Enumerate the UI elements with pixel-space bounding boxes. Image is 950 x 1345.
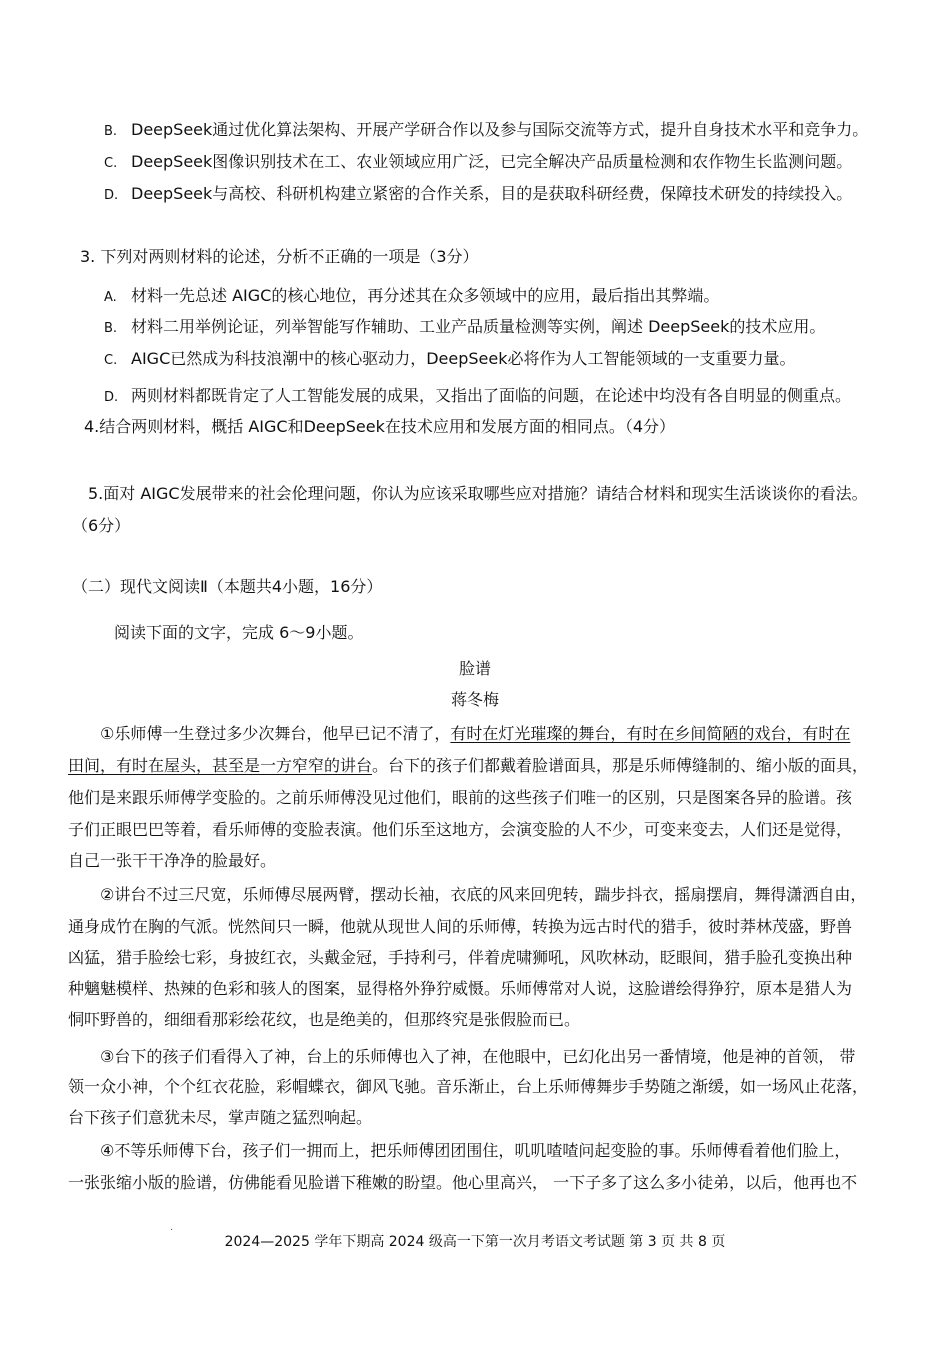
p1-line-5: 自己一张干干净净的脸最好。 xyxy=(68,851,277,870)
q3-option-a xyxy=(104,286,719,308)
option-letter: A. xyxy=(104,290,117,305)
p2-line-1: ②讲台不过三尺宽，乐师傅尽展两臂，摆动长袖，衣底的风来回兜转，踹步抖衣，摇扇摆肩，舞得潇洒自由， xyxy=(100,885,867,904)
section-heading: （二）现代文阅读Ⅱ（本题共4小题，16分） xyxy=(72,577,383,596)
option-letter: C. xyxy=(104,156,118,171)
p1-underlined-text: 有时在灯光璀璨的舞台，有时在乡间简陋的戏台，有时在 xyxy=(450,724,851,743)
p1-text: ①乐师傅一生登过多少次舞台，他早已记不清了， xyxy=(100,724,451,743)
option-letter: B. xyxy=(104,124,118,139)
q2-option-c xyxy=(104,152,852,174)
page-footer: 2024—2025 学年下期高 2024 级高一下第一次月考语文考试题 第 3 页 共 8 页 xyxy=(224,1234,726,1250)
q3-option-d xyxy=(104,386,851,408)
option-text: 材料二用举例论证，列举智能写作辅助、工业产品质量检测等实例，阐述 DeepSeek的技术应用。 xyxy=(131,317,826,336)
q2-option-b xyxy=(104,120,868,142)
q3-option-b xyxy=(104,317,825,339)
option-text: DeepSeek与高校、科研机构建立紧密的合作关系，目的是获取科研经费，保障技术研发的持续投入。 xyxy=(131,184,853,203)
option-text: DeepSeek通过优化算法架构、开展产学研合作以及参与国际交流等方式，提升自身技术水平和竞争力。 xyxy=(131,120,869,139)
p2-line-2: 通身成竹在胸的气派。恍然间只一瞬，他就从现世人间的乐师傅，转换为远古时代的猎手，彼时莽林茂盛，野兽 xyxy=(68,917,853,936)
option-text: 材料一先总述 AIGC的核心地位，再分述其在众多领域中的应用，最后指出其弊端。 xyxy=(131,286,720,305)
option-text: DeepSeek图像识别技术在工、农业领域应用广泛，已完全解决产品质量检测和农作物生长监测问题。 xyxy=(131,152,853,171)
option-letter: D. xyxy=(104,188,119,203)
p4-line-1: ④不等乐师傅下台，孩子们一拥而上，把乐师傅团团围住，叽叽喳喳问起变脸的事。乐师傅看着他们脸上， xyxy=(100,1141,851,1160)
stray-dot: . xyxy=(170,1222,174,1233)
article-title: 脸谱 xyxy=(458,659,491,678)
q3-option-c xyxy=(104,349,796,371)
p1-text: 。台下的孩子们都戴着脸谱面具，那是乐师傅缝制的、缩小版的面具， xyxy=(372,756,869,775)
p3-line-1: ③台下的孩子们看得入了神，台上的乐师傅也入了神，在他眼中，已幻化出另一番情境，他是神的首领， 带 xyxy=(100,1047,856,1066)
option-letter: B. xyxy=(104,321,118,336)
p3-line-2: 领一众小神，个个红衣花脸，彩帽蝶衣，御风飞驰。音乐渐止，台上乐师傅舞步手势随之渐缓，如一场风止花落， xyxy=(68,1077,869,1096)
option-letter: D. xyxy=(104,390,119,405)
p2-line-3: 凶猛，猎手脸绘七彩，身披红衣，头戴金冠，手持利弓，伴着虎啸狮吼，风吹林动，眨眼间，猎手脸孔变换出种 xyxy=(68,948,853,967)
p1-line-4: 子们正眼巴巴等着，看乐师傅的变脸表演。他们乐至这地方，会演变脸的人不少，可变来变去，人们还是觉得， xyxy=(68,820,853,839)
p3-line-3: 台下孩子们意犹未尽，掌声随之猛烈响起。 xyxy=(68,1108,373,1127)
option-text: AIGC已然成为科技浪潮中的核心驱动力，DeepSeek必将作为人工智能领域的一支重要力量。 xyxy=(131,349,796,368)
q5-points: （6分） xyxy=(72,516,131,535)
q5-stem: 5.面对 AIGC发展带来的社会伦理问题，你认为应该采取哪些应对措施？请结合材料和现实生活谈谈你的看法。 xyxy=(88,484,868,503)
option-text: 两则材料都既肯定了人工智能发展的成果，又指出了面临的问题，在论述中均没有各自明显的侧重点。 xyxy=(131,386,852,405)
p1-underlined-text: 田间，有时在屋头，甚至是一方窄窄的讲台 xyxy=(68,756,373,775)
section-instruction: 阅读下面的文字，完成 6～9小题。 xyxy=(114,623,364,642)
q2-option-d xyxy=(104,184,852,206)
p1-line-1 xyxy=(100,724,850,744)
p4-line-2: 一张张缩小版的脸谱，仿佛能看见脸谱下稚嫩的盼望。他心里高兴， 一下子多了这么多小徒弟，以后，他再也不 xyxy=(68,1173,858,1192)
p1-line-3: 他们是来跟乐师傅学变脸的。之前乐师傅没见过他们，眼前的这些孩子们唯一的区别，只是图案各异的脸谱。孩 xyxy=(68,788,853,807)
article-author: 蒋冬梅 xyxy=(450,690,499,709)
p2-line-4: 种魑魅模样、热辣的色彩和骇人的图案，显得格外狰狞威慑。乐师傅常对人说，这脸谱绘得狰狞，原本是猎人为 xyxy=(68,979,853,998)
p1-line-2 xyxy=(68,756,868,776)
p2-line-5: 恫吓野兽的，细细看那彩绘花纹，也是绝美的，但那终究是张假脸而已。 xyxy=(68,1010,581,1029)
option-letter: C. xyxy=(104,353,118,368)
q4-stem: 4.结合两则材料，概括 AIGC和DeepSeek在技术应用和发展方面的相同点。（4分） xyxy=(84,417,676,436)
q3-stem: 3. 下列对两则材料的论述，分析不正确的一项是（3分） xyxy=(80,247,479,266)
